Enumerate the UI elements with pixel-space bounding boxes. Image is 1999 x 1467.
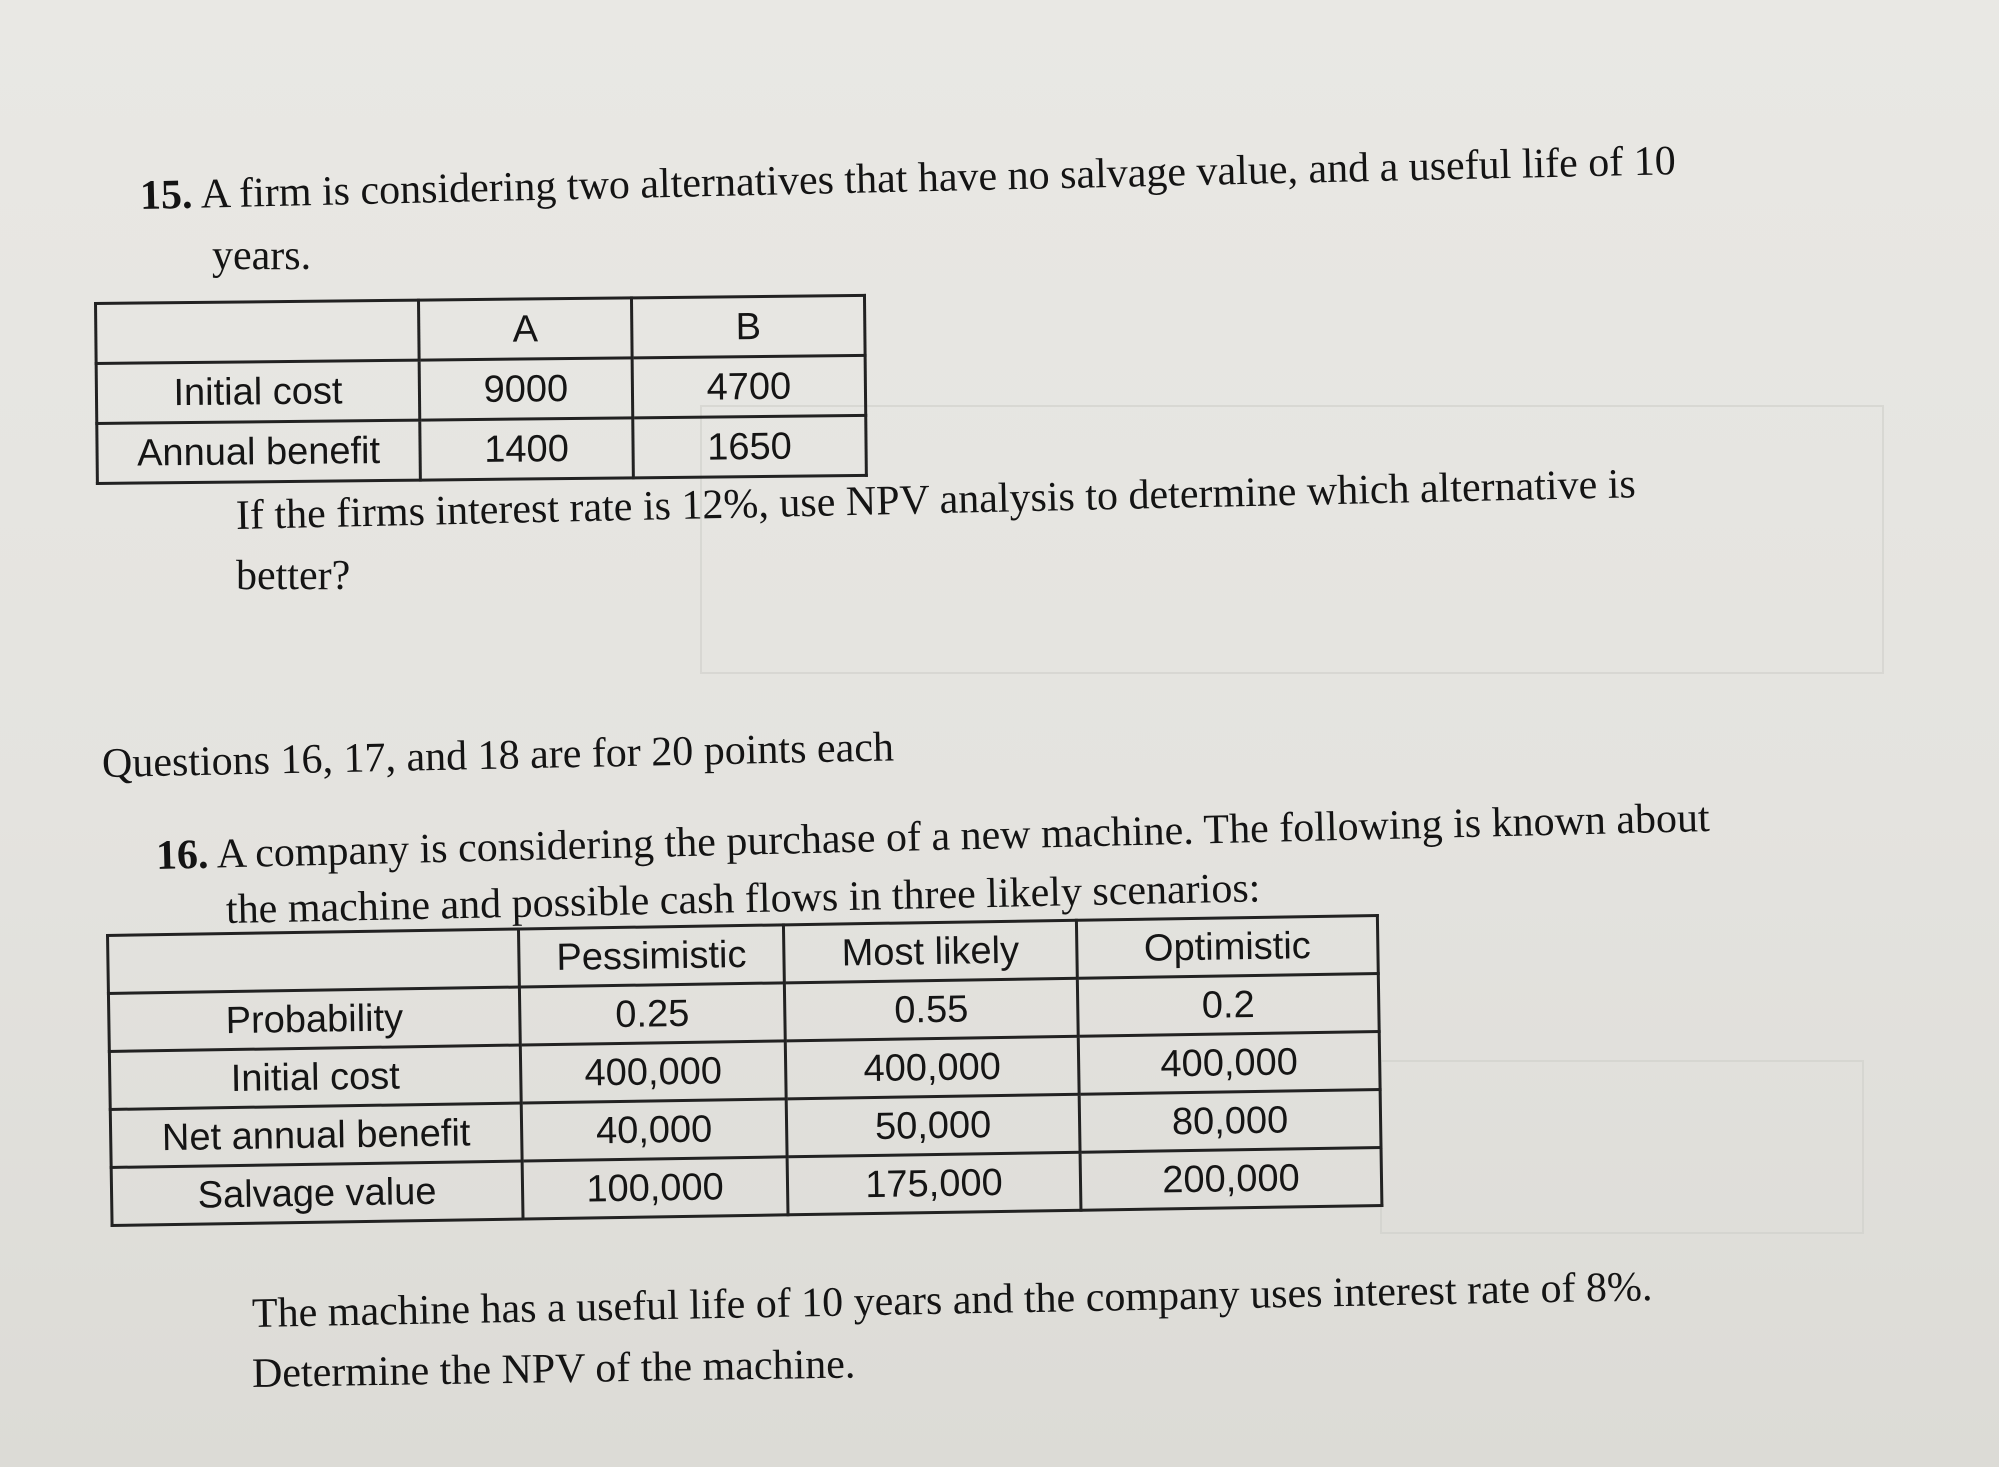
table-header: A <box>418 298 632 360</box>
table-cell: 1400 <box>420 418 634 480</box>
table-row-label: Initial cost <box>96 360 420 423</box>
table-header: Optimistic <box>1076 916 1378 979</box>
q15-question-line1: If the firms interest rate is 12%, use NPV analysis to determine which alternative is <box>235 461 1637 539</box>
q16-footer-line1: The machine has a useful life of 10 years and the company uses interest rate of 8%. <box>251 1264 1653 1337</box>
table-cell: 50,000 <box>786 1094 1080 1157</box>
table-row-label: Net annual benefit <box>110 1103 522 1167</box>
table-cell: 100,000 <box>522 1157 788 1219</box>
section-note: Questions 16, 17, and 18 are for 20 points each <box>101 724 895 787</box>
table-row-label: Salvage value <box>111 1161 523 1225</box>
q16-line2: the machine and possible cash flows in three likely scenarios: <box>225 865 1261 933</box>
table-cell: 0.2 <box>1077 974 1379 1037</box>
table-cell: 4700 <box>632 355 866 417</box>
table-cell: 400,000 <box>1078 1032 1380 1095</box>
table-row-label: Initial cost <box>109 1045 521 1109</box>
bleed-through-table <box>700 405 1884 674</box>
q15-line1 <box>139 137 1676 220</box>
q15-number: 15. <box>139 171 194 219</box>
table-row <box>96 295 866 363</box>
table-header: B <box>631 295 865 357</box>
table-cell <box>96 300 420 363</box>
q16-line1 <box>155 794 1710 880</box>
table-cell: 1650 <box>633 415 867 477</box>
table-cell: 40,000 <box>521 1099 787 1161</box>
table-cell <box>108 929 520 993</box>
q15-line2: years. <box>212 233 312 279</box>
table-cell: 0.55 <box>784 978 1078 1041</box>
table-cell: 400,000 <box>785 1036 1079 1099</box>
table-row-label: Probability <box>108 987 520 1051</box>
q15-text-1: A firm is considering two alternatives that have no salvage value, and a useful life of 10 <box>200 138 1677 218</box>
table-row <box>96 355 866 423</box>
table-cell: 400,000 <box>520 1041 786 1103</box>
table-cell: 0.25 <box>519 983 785 1045</box>
q16-text-1: A company is considering the purchase of a new machine. The following is known about <box>216 795 1711 878</box>
table-row <box>97 415 867 483</box>
q16-number: 16. <box>155 831 210 879</box>
q16-table <box>106 914 1383 1227</box>
q15-table <box>94 294 868 485</box>
q15-question-line2: better? <box>236 553 351 599</box>
table-header: Pessimistic <box>518 925 784 987</box>
table-header: Most likely <box>783 920 1077 983</box>
table-row-label: Annual benefit <box>97 420 421 483</box>
table-cell: 9000 <box>419 358 633 420</box>
q16-footer-line2: Determine the NPV of the machine. <box>251 1341 856 1397</box>
table-cell: 200,000 <box>1080 1147 1382 1210</box>
table-cell: 175,000 <box>787 1152 1081 1215</box>
bleed-through-table-lower <box>1380 1060 1864 1234</box>
table-cell: 80,000 <box>1079 1090 1381 1153</box>
